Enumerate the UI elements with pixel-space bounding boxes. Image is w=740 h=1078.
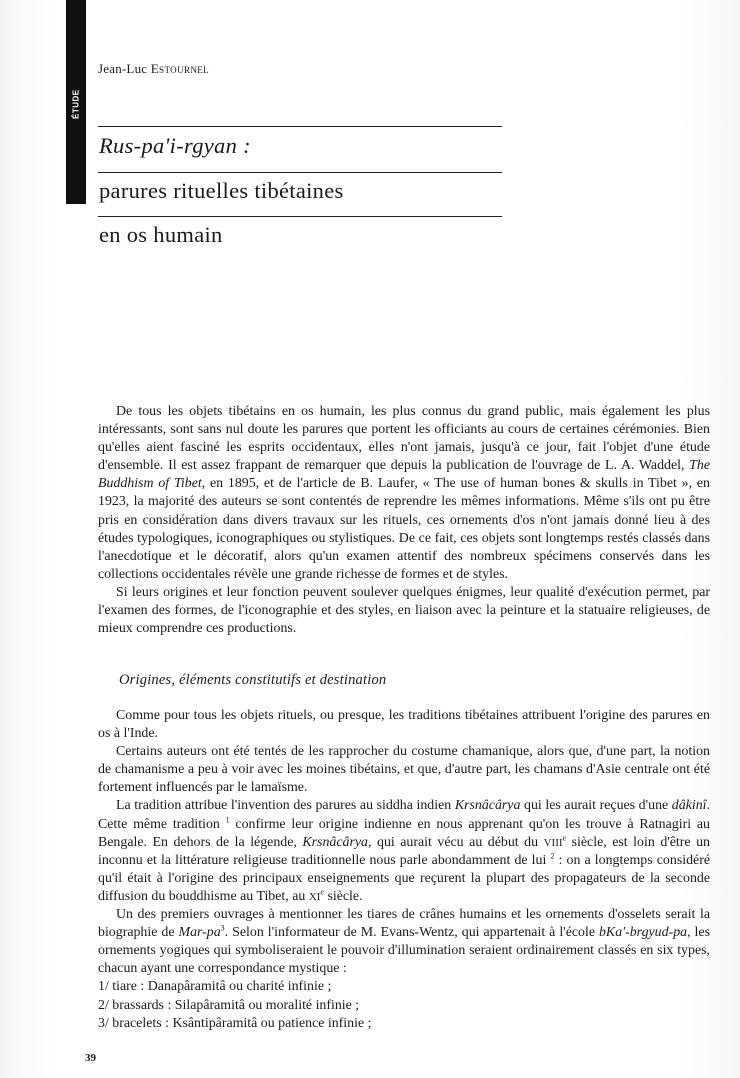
p3-century-11: XI	[308, 890, 321, 903]
p3-text-e: , qui aurait vécu au début du	[368, 834, 544, 850]
p3-text-f: siècle, est loin d'être un inconnu et la littérature religieuse traditionnelle nous parle abondamment de lui	[98, 834, 710, 868]
section-paragraph-3	[98, 797, 710, 906]
footnote-ref-2: 2	[550, 851, 555, 861]
p3-century-8: VIII	[543, 836, 563, 849]
p3-text-d: confirme leur origine indienne en nous apprenant qu'on les trouve à Ratnagiri au Bengale. En dehors de la légende,	[98, 816, 710, 850]
p4-school: bKa'-brgyud-pa	[598, 925, 688, 941]
p4-text-b: . Selon l'informateur de M. Evans-Wentz, qui appartenait à l'école	[224, 925, 599, 941]
footnote-ref-3: 3	[220, 923, 225, 933]
list-item-3: 3/ bracelets : Ksântipâramitâ ou patience infinie ;	[98, 1015, 372, 1031]
section-paragraph-4	[98, 906, 710, 978]
section-text	[98, 707, 710, 1033]
p4-text-c: , les ornements yogiques qui symboliseraient le pouvoir d'illumination seraient ordinairement classés en six types, chacun ayant une correspondance mystique :	[98, 925, 710, 977]
p3-name-2: Krsnâcârya	[302, 834, 368, 850]
p3-century-11-sup: e	[320, 887, 324, 897]
title-rule-bottom	[98, 216, 502, 217]
section-paragraph-1: Comme pour tous les objets rituels, ou presque, les traditions tibétaines attribuent l'origine des parures en os à l'Inde.	[98, 708, 710, 742]
intro-p1-book-title: The Buddhism of Tibet	[98, 458, 710, 492]
p3-text-a: La tradition attribue l'invention des parures au siddha indien	[116, 798, 455, 814]
intro-text	[98, 403, 710, 638]
p3-text-c: . Cette même tradition	[98, 798, 711, 832]
section-heading: Origines, éléments constitutifs et destination	[119, 672, 387, 688]
p3-text-h: siècle.	[323, 888, 363, 904]
intro-p1-text-b: , en 1895, et de l'article de B. Laufer, « The use of human bones & skulls in Tibet », en 1923, la majorité des auteurs se sont contentés de reprendre les mêmes informations. Même s'ils ont pu être pris en considération dans divers travaux sur les rituels, ces ornements d'os n'ont jamais donné lieu à des études typologiques, iconographiques ou stylistiques. De ce fait, ces objets sont longtemps restés classés dans l'anecdotique et le décoratif, alors qu'un examen attentif des nombreux spécimens conservés dans les collections occidentales révèle une grande richesse de formes et de styles.	[98, 476, 710, 582]
p3-dakini: dâkinî	[671, 798, 707, 814]
intro-paragraph-1	[98, 403, 710, 584]
intro-paragraph-2: Si leurs origines et leur fonction peuvent soulever quelques énigmes, leur qualité d'exécution permet, par l'examen des formes, de l'iconographie et des styles, en liaison avec la peinture et la statuaire religieuses, de mieux comprendre ces productions.	[98, 584, 710, 637]
title-line-2: parures rituelles tibétaines	[99, 178, 344, 203]
footnote-ref-1: 1	[225, 814, 230, 824]
p3-name: Krsnâcârya	[454, 798, 521, 814]
p3-text-g: : on a longtemps considéré qu'il était à l'origine des principaux enseignements que reçurent la plupart des propagateurs de la seconde diffusion du bouddhisme au Tibet, au	[98, 852, 710, 904]
p3-text-b: qui les aurait reçues d'une	[520, 798, 672, 814]
p3-century-8-sup: e	[562, 833, 567, 843]
title-rule-top	[98, 126, 502, 127]
section-tab-label: ÉTUDE	[71, 89, 81, 119]
section-paragraph-2: Certains auteurs ont été tentés de les rapprocher du costume chamanique, alors que, d'une part, la notion de chamanisme a peu à voir avec les moines tibétains, et que, d'autre part, les chamans d'Asie centrale ont été fortement influencés par le lamaïsme.	[98, 744, 710, 796]
author-name	[98, 61, 209, 77]
p4-text-a: Un des premiers ouvrages à mentionner les tiares de crânes humains et les ornements d'osselets serait la biographie de	[98, 907, 710, 941]
list-item-2: 2/ brassards : Silapâramitâ ou moralité infinie ;	[98, 997, 360, 1013]
author-last-name: Estournel	[150, 61, 210, 76]
title-tibetan: Rus-pa'i-rgyan :	[99, 133, 251, 158]
intro-p1-text-a: De tous les objets tibétains en os humain, les plus connus du grand public, mais également les plus intéressants, sont sans nul doute les parures que portent les officiants au cours de certaines cérémonies. Bien qu'elles aient fasciné les esprits occidentaux, elles n'ont jamais, jusqu'à ce jour, fait l'objet d'une étude d'ensemble. Il est assez frappant de remarquer que depuis la publication de l'ouvrage de L. A. Waddel,	[98, 404, 710, 474]
title-rule-middle	[98, 172, 502, 173]
page-number: 39	[85, 1052, 96, 1064]
author-first-name: Jean-Luc	[98, 61, 148, 76]
title-line-3: en os humain	[99, 222, 223, 247]
p4-marpa: Mar-pa	[178, 925, 221, 941]
section-tab	[66, 0, 86, 204]
list-item-1: 1/ tiare : Danapâramitâ ou charité infinie ;	[98, 979, 332, 995]
